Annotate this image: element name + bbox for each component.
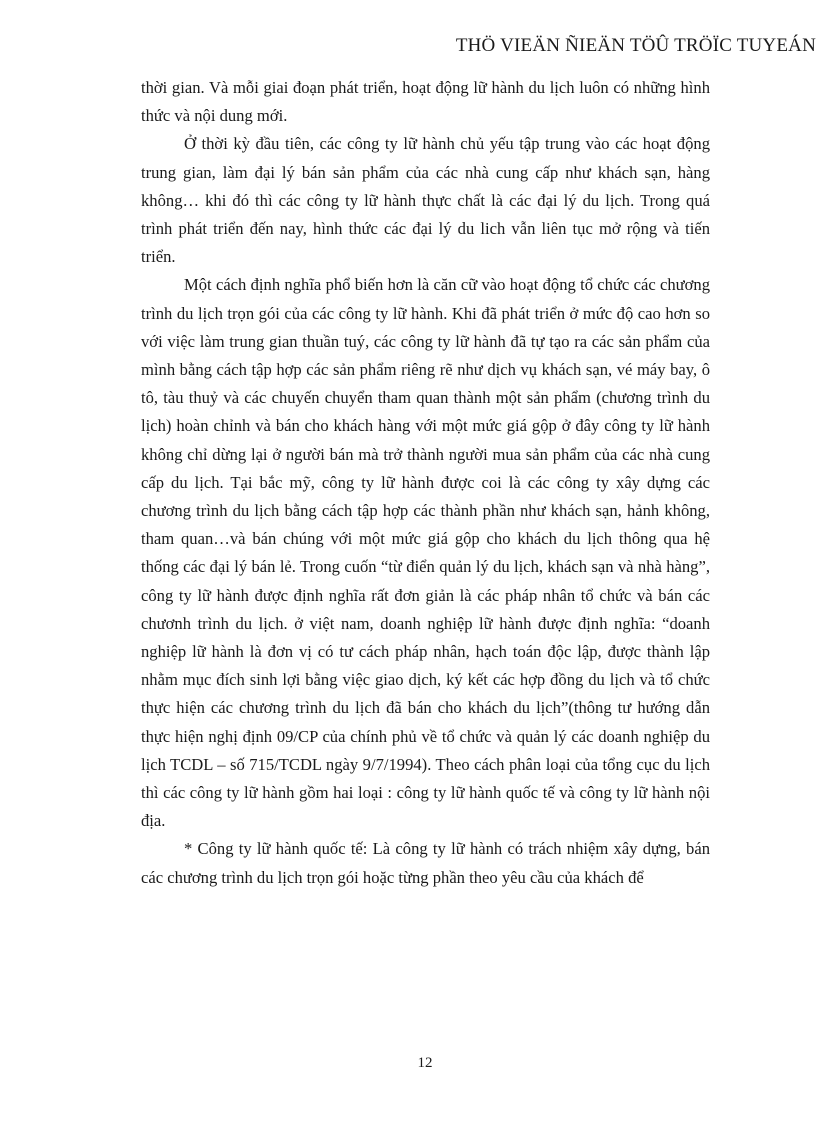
paragraph-international-operator: * Công ty lữ hành quốc tế: Là công ty lữ hành có trách nhiệm xây dựng, bán các chương trình du lịch trọn gói hoặc từng phần theo yêu cầu của khách để	[141, 839, 710, 887]
page-number: 12	[417, 1055, 433, 1071]
paragraph-continuation: thời gian. Và mỗi giai đoạn phát triển, hoạt động lữ hành du lịch luôn có những hình thức và nội dung mới.	[141, 78, 710, 126]
page-header: THÖ VIEÄN ÑIEÄN TÖÛ TRÖÏC TUYEÁN	[455, 35, 816, 56]
document-body	[141, 74, 710, 892]
paragraph-early-period: Ở thời kỳ đầu tiên, các công ty lữ hành chủ yếu tập trung vào các hoạt động trung gian, làm đại lý bán sản phẩm của các nhà cung cấp như khách sạn, hàng không… khi đó thì các công ty lữ hành thực chất là các đại lý du lịch. Trong quá trình phát triển đến nay, hình thức các đại lý du lich vẫn liên tục mở rộng và tiến triển.	[141, 134, 710, 267]
paragraph-definition: Một cách định nghĩa phổ biến hơn là căn cữ vào hoạt động tổ chức các chương trình du lịch trọn gói của các công ty lữ hành. Khi đã phát triển ở mức độ cao hơn so với việc làm trung gian thuần tuý, các công ty lữ hành đã tự tạo ra các sản phẩm của mình bằng cách tập hợp các sản phẩm riêng rẽ như dịch vụ khách sạn, vé máy bay, ô tô, tàu thuỷ và các chuyến chuyển tham quan thành một sản phẩm (chương trình du lịch) hoàn chỉnh và bán cho khách hàng với một mức giá gộp ở đây công ty lữ hành không chỉ dừng lại ở người bán mà trở thành người mua sản phẩm của các nhà cung cấp du lịch. Tại bắc mỹ, công ty lữ hành được coi là các công ty xây dựng các chương trình du lịch bằng cách tập hợp các thành phần như khách sạn, hảnh không, tham quan…và bán chúng với một mức giá gộp cho khách du lịch thông qua hệ thống các đại lý bán lẻ. Trong cuốn “từ điển quản lý du lịch, khách sạn và nhà hàng”, công ty lữ hành được định nghĩa rất đơn giản là các pháp nhân tổ chức và bán các chươnh trình du lịch. ở việt nam, doanh nghiệp lữ hành được định nghĩa: “doanh nghiệp lữ hành là đơn vị có tư cách pháp nhân, hạch toán độc lập, được thành lập nhằm mục đích sinh lợi bằng việc giao dịch, ký kết các hợp đồng du lịch và tổ chức thực hiện các chương trình du lịch đã bán cho khách du lịch”(thông tư hướng dẫn thực hiện nghị định 09/CP của chính phủ về tổ chức và quản lý các doanh nghiệp du lịch TCDL – số 715/TCDL ngày 9/7/1994). Theo cách phân loại của tổng cục du lịch thì các công ty lữ hành gồm hai loại : công ty lữ hành quốc tế và công ty lữ hành nội địa.	[141, 275, 710, 831]
